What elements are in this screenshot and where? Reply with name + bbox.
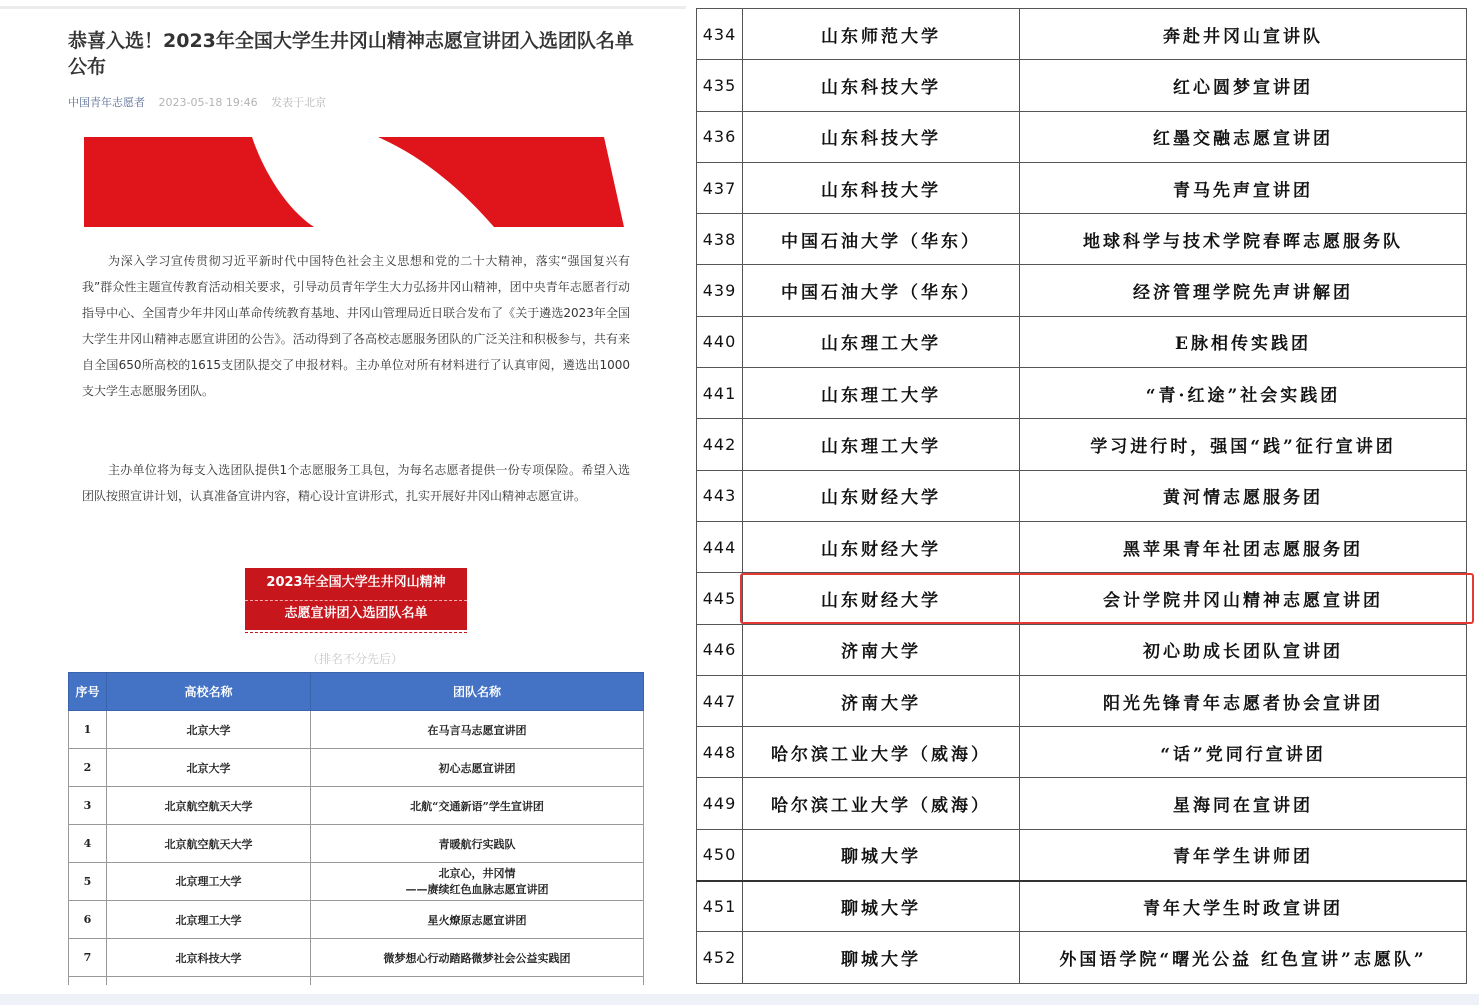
table-row-cut (69, 977, 644, 985)
table-row (69, 787, 644, 825)
row-team: 黄河情志愿服务团 (1020, 470, 1467, 521)
row-school: 山东科技大学 (743, 60, 1020, 111)
row-no: 450 (697, 829, 743, 880)
row-team: 北航“交通新语”学生宣讲团 (311, 787, 644, 825)
row-no: 436 (697, 111, 743, 162)
list-title-divider (245, 600, 467, 601)
row-no: 439 (697, 265, 743, 316)
row-team: 微梦想心行动踏路微梦社会公益实践团 (311, 939, 644, 977)
row-team: 红墨交融志愿宣讲团 (1020, 111, 1467, 162)
row-team: “话”党同行宣讲团 (1020, 727, 1467, 778)
row-team: 会计学院井冈山精神志愿宣讲团 (1020, 573, 1467, 624)
table-row (697, 368, 1467, 419)
table-row (69, 749, 644, 787)
row-school: 北京航空航天大学 (107, 825, 311, 863)
row-team: “青·红途”社会实践团 (1020, 368, 1467, 419)
row-team: 红心圆梦宣讲团 (1020, 60, 1467, 111)
top-divider (0, 6, 686, 9)
table-header-row (69, 673, 644, 711)
article-meta (68, 94, 326, 110)
row-team: 学习进行时，强国“践”征行宣讲团 (1020, 419, 1467, 470)
list-title-line2: 志愿宣讲团入选团队名单 (284, 606, 428, 621)
row-team-line1: 北京心，井冈情 (438, 866, 516, 880)
row-school: 北京大学 (107, 749, 311, 787)
row-school: 聊城大学 (743, 881, 1020, 932)
table-row (697, 521, 1467, 572)
row-no: 1 (69, 711, 107, 749)
row-school: 山东科技大学 (743, 162, 1020, 213)
table-row (697, 316, 1467, 367)
row-team: E脉相传实践团 (1020, 316, 1467, 367)
row-school: 北京科技大学 (107, 939, 311, 977)
row-team: 外国语学院“曙光公益 红色宣讲”志愿队” (1020, 932, 1467, 983)
header-school: 高校名称 (107, 673, 311, 711)
header-no: 序号 (69, 673, 107, 711)
row-no: 449 (697, 778, 743, 829)
table-row (697, 573, 1467, 624)
row-no: 447 (697, 675, 743, 726)
row-team: 星海同在宣讲团 (1020, 778, 1467, 829)
table-row (697, 727, 1467, 778)
row-school: 山东财经大学 (743, 470, 1020, 521)
article-time: 2023-05-18 19:46 (158, 96, 258, 109)
bottom-bar (0, 994, 1479, 1005)
teams-table-continued (696, 8, 1467, 984)
row-no: 2 (69, 749, 107, 787)
row-school: 北京理工大学 (107, 863, 311, 901)
row-team: 在马言马志愿宣讲团 (311, 711, 644, 749)
row-team: 初心助成长团队宣讲团 (1020, 624, 1467, 675)
row-no: 452 (697, 932, 743, 983)
row-team: 青年大学生时政宣讲团 (1020, 881, 1467, 932)
list-title-box (245, 568, 467, 630)
table-row (697, 881, 1467, 932)
row-no: 438 (697, 214, 743, 265)
row-school: 聊城大学 (743, 932, 1020, 983)
table-row (697, 265, 1467, 316)
row-no: 442 (697, 419, 743, 470)
row-no: 445 (697, 573, 743, 624)
list-image-panel (696, 0, 1479, 1005)
table-row (697, 829, 1467, 880)
support-paragraph: 主办单位将为每支入选团队提供1个志愿服务工具包，为每名志愿者提供一份专项保险。希望入选团队按照宣讲计划，认真准备宣讲内容，精心设计宣讲形式，扎实开展好井冈山精神志愿宣讲。 (82, 463, 630, 503)
table-row (697, 419, 1467, 470)
row-no: 437 (697, 162, 743, 213)
row-no: 446 (697, 624, 743, 675)
row-no: 3 (69, 787, 107, 825)
row-school: 山东理工大学 (743, 316, 1020, 367)
row-school: 北京大学 (107, 711, 311, 749)
table-row (697, 60, 1467, 111)
ranking-note: （排名不分先后） (306, 652, 403, 666)
article-title: 恭喜入选！2023年全国大学生井冈山精神志愿宣讲团入选团队名单公布 (68, 30, 634, 78)
row-school: 聊城大学 (743, 829, 1020, 880)
row-school: 中国石油大学（华东） (743, 265, 1020, 316)
table-row (697, 162, 1467, 213)
row-team: 青年学生讲师团 (1020, 829, 1467, 880)
row-no: 435 (697, 60, 743, 111)
row-school: 北京理工大学 (107, 901, 311, 939)
row-school: 山东理工大学 (743, 368, 1020, 419)
table-row (69, 711, 644, 749)
row-team: 青暖航行实践队 (311, 825, 644, 863)
row-team: 初心志愿宣讲团 (311, 749, 644, 787)
row-school: 哈尔滨工业大学（威海） (743, 778, 1020, 829)
row-school: 中国石油大学（华东） (743, 214, 1020, 265)
row-no: 441 (697, 368, 743, 419)
row-team: 青马先声宣讲团 (1020, 162, 1467, 213)
intro-paragraph: 为深入学习宣传贯彻习近平新时代中国特色社会主义思想和党的二十大精神，落实“强国复兴有我”群众性主题宣传教育活动相关要求，引导动员青年学生大力弘扬井冈山精神，团中央青年志愿者行动指导中心、全国青少年井冈山革命传统教育基地、井冈山管理局近日联合发布了《关于遴选2023年全国大学生井冈山精神志愿宣讲团的公告》。活动得到了各高校志愿服务团队的广泛关注和积极参与，共有来自全国650所高校的1615支团队提交了申报材料。主办单位对所有材料进行了认真审阅，遴选出1000支大学生志愿服务团队。 (82, 254, 630, 398)
row-school: 哈尔滨工业大学（威海） (743, 727, 1020, 778)
table-row (69, 863, 644, 901)
row-no: 6 (69, 901, 107, 939)
row-no: 444 (697, 521, 743, 572)
row-school: 济南大学 (743, 675, 1020, 726)
list-title-underline (245, 632, 467, 633)
row-school: 济南大学 (743, 624, 1020, 675)
table-row (69, 825, 644, 863)
row-school: 北京航空航天大学 (107, 787, 311, 825)
table-row (697, 111, 1467, 162)
article-location: 发表于北京 (271, 96, 327, 109)
list-title-line1: 2023年全国大学生井冈山精神 (266, 575, 446, 590)
row-no: 451 (697, 881, 743, 932)
row-team: 经济管理学院先声讲解团 (1020, 265, 1467, 316)
row-team: 奔赴井冈山宣讲队 (1020, 9, 1467, 60)
table-row (69, 939, 644, 977)
row-team-line2: ——赓续红色血脉志愿宣讲团 (405, 882, 549, 896)
row-team: 地球科学与技术学院春晖志愿服务队 (1020, 214, 1467, 265)
row-school: 山东理工大学 (743, 419, 1020, 470)
table-row (697, 932, 1467, 983)
table-row (697, 214, 1467, 265)
row-school: 山东师范大学 (743, 9, 1020, 60)
table-row (697, 9, 1467, 60)
article-panel (0, 0, 686, 1005)
table-row (697, 675, 1467, 726)
row-no: 4 (69, 825, 107, 863)
row-team: 阳光先锋青年志愿者协会宣讲团 (1020, 675, 1467, 726)
row-no: 448 (697, 727, 743, 778)
teams-table (68, 672, 644, 985)
table-row (69, 901, 644, 939)
row-team (311, 863, 644, 901)
row-team: 星火燎原志愿宣讲团 (311, 901, 644, 939)
row-school: 山东财经大学 (743, 521, 1020, 572)
row-no: 5 (69, 863, 107, 901)
row-no: 7 (69, 939, 107, 977)
row-school: 山东财经大学 (743, 573, 1020, 624)
table-row (697, 470, 1467, 521)
row-no: 434 (697, 9, 743, 60)
table-row (697, 624, 1467, 675)
row-team: 黑苹果青年社团志愿服务团 (1020, 521, 1467, 572)
row-no: 440 (697, 316, 743, 367)
panel-gap (686, 0, 696, 1005)
row-no: 443 (697, 470, 743, 521)
row-school: 山东科技大学 (743, 111, 1020, 162)
table-row (697, 778, 1467, 829)
article-source-link[interactable]: 中国青年志愿者 (68, 96, 145, 109)
banner-image (84, 137, 624, 227)
header-team: 团队名称 (311, 673, 644, 711)
